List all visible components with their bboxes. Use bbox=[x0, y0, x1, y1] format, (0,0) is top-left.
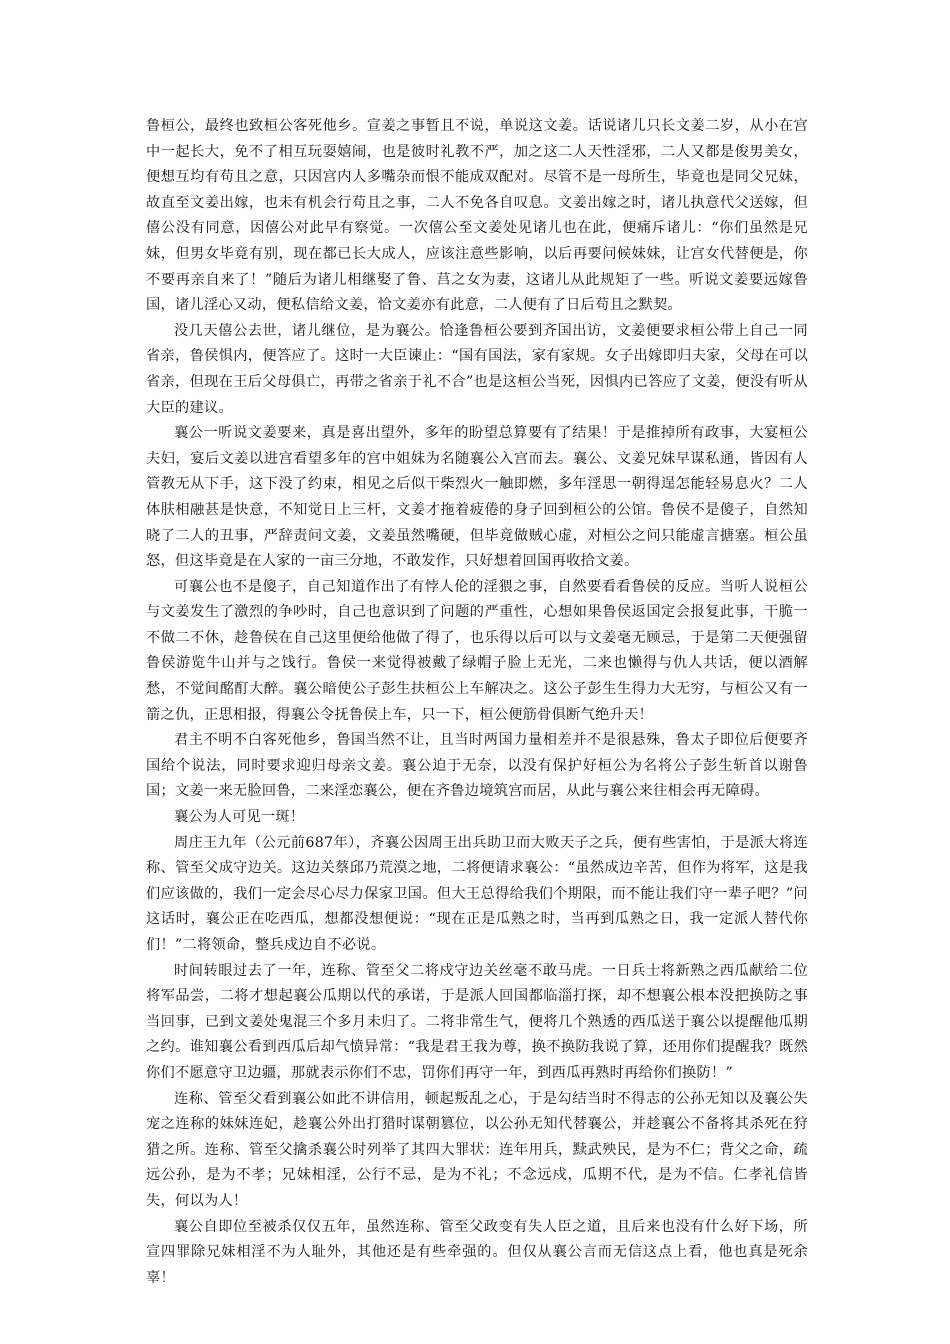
paragraph-4: 可襄公也不是傻子，自己知道作出了有悖人伦的淫猥之事，自然要看看鲁侯的反应。当听人说桓公与文姜发生了激烈的争吵时，自己也意识到了问题的严重性，心想如果鲁侯返国定会报复此事，干脆一不做二不休，趁鲁侯在自己这里便给他做了得了，也乐得以后可以与文姜毫无顾忌，于是第二天便强留鲁侯游览牛山并与之饯行。鲁侯一来觉得被戴了绿帽子脸上无光，二来也懒得与仇人共话，便以酒解愁，不觉间酩酊大醉。襄公暗使公子彭生扶桓公上车解决之。这公子彭生生得力大无穷，与桓公又有一箭之仇，正思相报，得襄公令抚鲁侯上车，只一下，桓公便筋骨俱断气绝升天！ bbox=[146, 578, 808, 723]
paragraph-1: 鲁桓公，最终也致桓公客死他乡。宣姜之事暂且不说，单说这文姜。话说诸儿只长文姜二岁，从小在宫中一起长大，免不了相互玩耍嬉闹，也是彼时礼教不严，加之这二人天性淫邪，二人又都是俊男美女，便想互均有苟且之意，只因宫内人多嘴杂而恨不能成双配对。尽管不是一母所生，毕竟也是同父兄妹，故直至文姜出嫁，也未有机会行苟且之事，二人不免各自叹息。文姜出嫁之时，诸儿执意代父送嫁，但僖公没有同意，因僖公对此早有察觉。一次僖公至文姜处见诸儿也在此，便痛斥诸儿：“你们虽然是兄妹，但男女毕竟有别，现在都已长大成人，应该注意些影响，以后再要问候妹妹，让宫女代替便是，你不要再亲自来了！”随后为诸儿相继娶了鲁、莒之女为妻，这诸儿从此规矩了一些。听说文姜要远嫁鲁国，诸儿淫心又动，便私信给文姜，恰文姜亦有此意，二人便有了日后苟且之默契。 bbox=[146, 118, 808, 314]
paragraph-3: 襄公一听说文姜要来，真是喜出望外，多年的盼望总算要有了结果！于是推掉所有政事，大宴桓公夫妇，宴后文姜以进宫看望多年的宫中姐妹为名随襄公入宫而去。襄公、文姜兄妹早谋私通，皆因有人管教无从下手，这下没了约束，相见之后似干柴烈火一触即燃，多年淫思一朝得逞怎能轻易息火？二人体肤相融甚是快意，不知觉日上三杆，文姜才拖着疲倦的身子回到桓公的公馆。鲁侯不是傻子，自然知晓了二人的丑事，严辞责问文姜，文姜虽然嘴硬，但毕竟做贼心虚，对桓公之问只能虚言搪塞。桓公虽怒，但这毕竟是在人家的一亩三分地，不敢发作，只好想着回国再收拾文姜。 bbox=[146, 425, 808, 570]
paragraph-7: 周庄王九年（公元前687年），齐襄公因周王出兵助卫而大败天子之兵，便有些害怕，于是派大将连称、管至父成守边关。这边关蔡邱乃荒漠之地，二将便请求襄公：“虽然成边辛苦，但作为将军，这是我们应该做的，我们一定会尽心尽力保家卫国。但大王总得给我们个期限，而不能让我们守一辈子吧？”问这话时，襄公正在吃西瓜，想都没想便说：“现在正是瓜熟之时，当再到瓜熟之日，我一定派人替代你们！”二将领命，整兵戍边自不必说。 bbox=[146, 834, 808, 953]
document-page bbox=[146, 114, 808, 1291]
paragraph-9: 连称、管至父看到襄公如此不讲信用，顿起叛乱之心，于是勾结当时不得志的公孙无知以及襄公失宠之连称的妹妹连妃，趁襄公外出打猎时谋朝篡位，以公孙无知代替襄公，并趁襄公不备将其杀死在狩猎之所。连称、管至父擒杀襄公时列举了其四大罪状：连年用兵，黩武殃民，是为不仁；背父之命，疏远公孙，是为不孝；兄妹相淫，公行不忌，是为不礼；不念远戍，瓜期不代，是为不信。仁孝礼信皆失，何以为人！ bbox=[146, 1090, 808, 1209]
paragraph-10: 襄公自即位至被杀仅仅五年，虽然连称、管至父政变有失人臣之道，且后来也没有什么好下场，所宣四罪除兄妹相淫不为人耻外，其他还是有些牵强的。但仅从襄公言而无信这点上看，他也真是死余辜！ bbox=[146, 1218, 808, 1286]
paragraph-2: 没几天僖公去世，诸儿继位，是为襄公。恰逢鲁桓公要到齐国出访，文姜便要求桓公带上自己一同省亲，鲁侯惧内，便答应了。这时一大臣谏止：“国有国法，家有家规。女子出嫁即归夫家，父母在可以省亲，但现在王后父母俱亡，再带之省亲于礼不合”也是这桓公当死，因惧内已答应了文姜，便没有听从大臣的建议。 bbox=[146, 322, 808, 416]
paragraph-6: 襄公为人可见一斑！ bbox=[174, 809, 305, 826]
paragraph-5: 君主不明不白客死他乡，鲁国当然不让，且当时两国力量相差并不是很悬殊，鲁太子即位后便要齐国给个说法，同时要求迎归母亲文姜。襄公迫于无奈，以没有保护好桓公为名将公子彭生斩首以谢鲁国；文姜一来无脸回鲁，二来淫恋襄公，便在齐鲁边境筑宫而居，从此与襄公来往相会再无障碍。 bbox=[146, 732, 808, 800]
paragraph-8: 时间转眼过去了一年，连称、管至父二将戍守边关丝毫不敢马虎。一日兵士将新熟之西瓜献给二位将军品尝，二将才想起襄公瓜期以代的承诺，于是派人回国都临淄打探，却不想襄公根本没把换防之事当回事，已到文姜处鬼混三个多月未归了。二将非常生气，便将几个熟透的西瓜送于襄公以提醒他瓜期之约。谁知襄公看到西瓜后却气愤异常：“我是君王我为尊，换不换防我说了算，还用你们提醒我？既然你们不愿意守卫边疆，那就表示你们不忠，罚你们再守一年，到西瓜再熟时再给你们换防！” bbox=[146, 962, 808, 1081]
